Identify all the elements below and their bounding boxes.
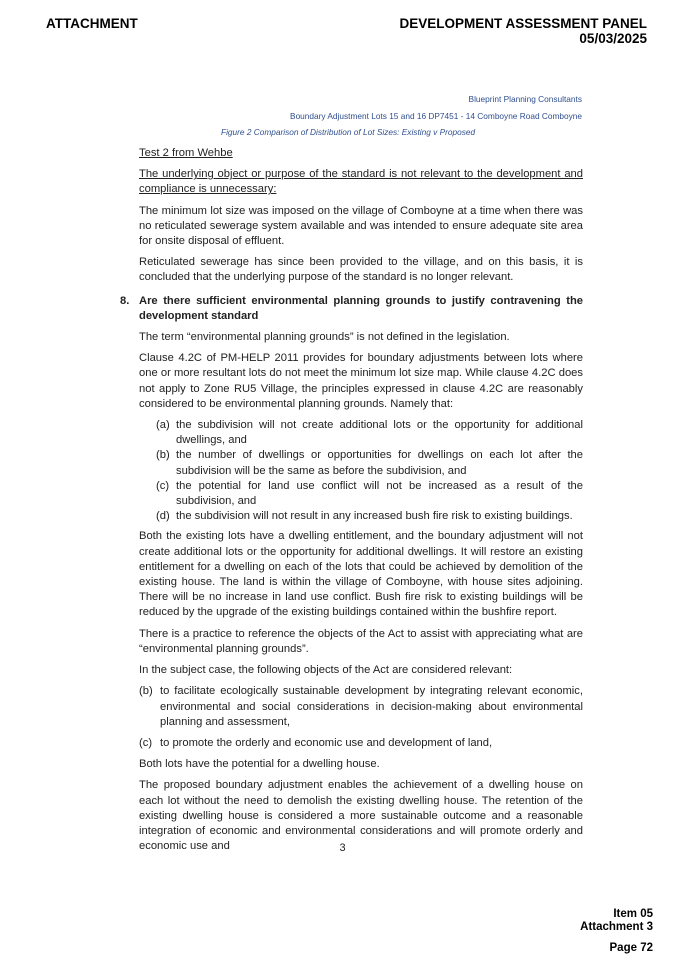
list-item [139, 418, 583, 448]
list-item [139, 448, 583, 478]
list-item-text: the potential for land use conflict will not be increased as a result of the subdivision, and [176, 479, 583, 508]
page-number: 3 [339, 842, 346, 854]
list-item-label: (c) [156, 479, 170, 492]
document-body [120, 146, 583, 860]
list-item [139, 509, 583, 524]
header-date: 05/03/2025 [579, 31, 647, 46]
list-item-text: the number of dwellings or opportunities for dwellings on each lot after the subdivision will be the same as before the subdivision, and [176, 449, 583, 477]
project-title: Boundary Adjustment Lots 15 and 16 DP7451 - 14 Comboyne Road Comboyne [290, 111, 582, 121]
list-item-label: (d) [156, 510, 170, 523]
test-heading: Test 2 from Wehbe [139, 147, 233, 159]
paragraph: The term “environmental planning grounds” is not defined in the legislation. [139, 331, 510, 344]
list-item-text: the subdivision will not result in any increased bush fire risk to existing buildings. [176, 510, 573, 523]
section-title: Are there sufficient environmental planning grounds to justify contravening the development standard [139, 294, 583, 322]
section-number: 8. [120, 294, 130, 307]
list-item-label: (b) [139, 685, 153, 698]
list-item [139, 736, 583, 751]
paragraph: There is a practice to reference the objects of the Act to assist with appreciating what are “environmental planning grounds”. [139, 627, 583, 655]
footer-page: Page 72 [609, 942, 653, 954]
list-item-label: (c) [139, 736, 153, 749]
paragraph: Clause 4.2C of PM-HELP 2011 provides for boundary adjustments between lots where one or more resultant lots do not meet the minimum lot size map. While clause 4.2C does not apply to Zone RU5 Village, the principles expressed in clause 4.2C are reasonably considered to be environmental planning grounds. Namely that: [139, 352, 583, 410]
footer-item-block [580, 908, 653, 934]
paragraph: The proposed boundary adjustment enables the achievement of a dwelling house on each lot without the need to demolish the existing dwelling house. The retention of the existing dwelling house is considered a more sustainable outcome and a reasonable integration of economic and environmental considerations and will promote orderly and economic use and [139, 779, 583, 853]
paragraph: Both lots have the potential for a dwelling house. [139, 758, 380, 771]
list-item-text: the subdivision will not create additional lots or the opportunity for additional dwellings, and [176, 419, 583, 447]
list-item [139, 479, 583, 509]
list-item-label: (a) [156, 419, 170, 432]
paragraph: In the subject case, the following objects of the Act are considered relevant: [139, 664, 513, 677]
test-subheading: The underlying object or purpose of the standard is not relevant to the development and compliance is unnecessary: [139, 168, 583, 196]
header-attachment-label: ATTACHMENT [46, 16, 138, 31]
header-panel-title: DEVELOPMENT ASSESSMENT PANEL [399, 16, 647, 31]
footer-attachment: Attachment 3 [580, 921, 653, 933]
figure-caption: Figure 2 Comparison of Distribution of Lot Sizes: Existing v Proposed [221, 127, 476, 137]
list-item-text: to facilitate ecologically sustainable development by integrating relevant economic, environmental and social considerations in decision-making about environmental planning and assessment, [160, 685, 583, 728]
paragraph: Reticulated sewerage has since been provided to the village, and on this basis, it is concluded that the underlying purpose of the standard is no longer relevant. [139, 256, 583, 284]
section-heading [120, 294, 583, 324]
consultant-name: Blueprint Planning Consultants [468, 94, 582, 104]
objects-list [139, 684, 583, 751]
footer-item: Item 05 [613, 908, 653, 920]
list-item-label: (b) [156, 449, 170, 462]
list-item [139, 684, 583, 730]
principles-list [139, 418, 583, 524]
paragraph: Both the existing lots have a dwelling entitlement, and the boundary adjustment will not create additional lots or the opportunity for additional dwellings. It will restore an existing entitlement for a dwelling on each of the lots that could be achieved by demolition of the existing house. The land is within the village of Comboyne, with house sites adjoining. There will be no increase in land use conflict. Bush fire risk to existing buildings will be reduced by the upgrade of the existing buildings contained within the bushfire report. [139, 530, 583, 619]
paragraph: The minimum lot size was imposed on the village of Comboyne at a time when there was no reticulated sewerage system available and was intended to ensure adequate site area for onsite disposal of effluent. [139, 204, 583, 248]
list-item-text: to promote the orderly and economic use and development of land, [160, 736, 493, 749]
header-panel-block [399, 16, 647, 46]
